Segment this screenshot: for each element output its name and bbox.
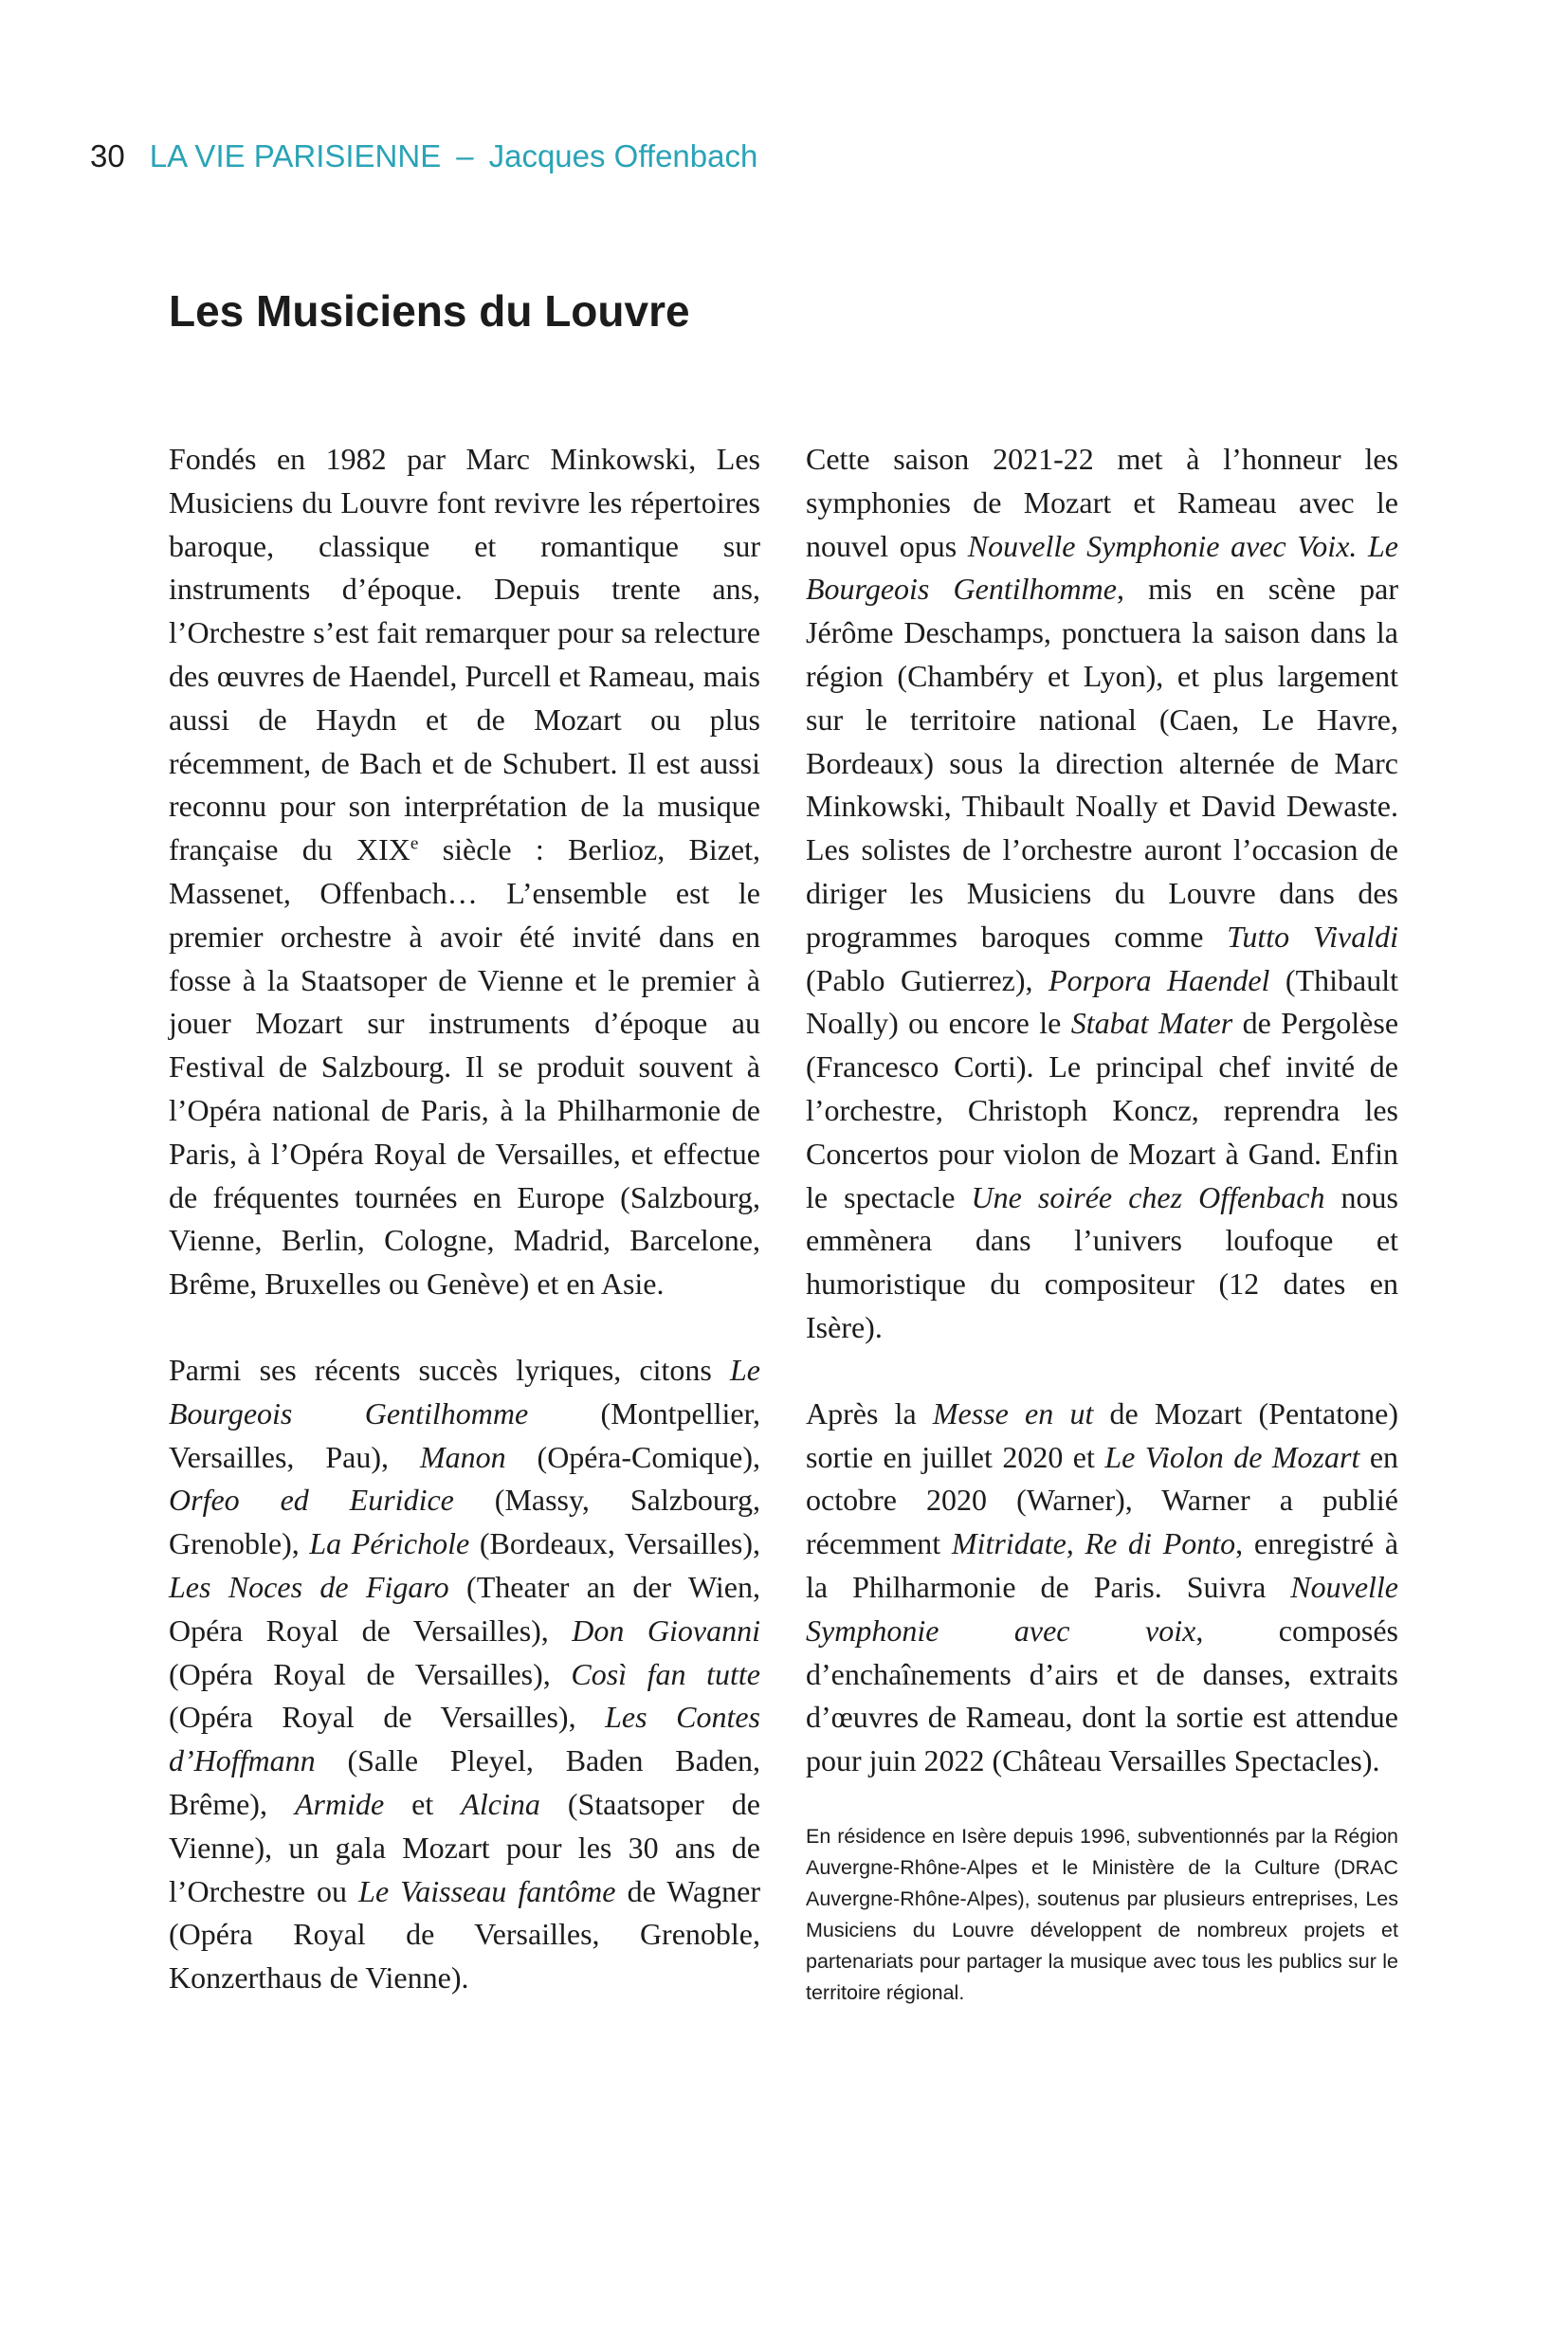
superscript-text: e (410, 833, 419, 854)
text-run: en octobre 2020 (Warner), Warner a publié récemment (806, 1439, 1399, 1561)
italic-title: Armide (294, 1786, 385, 1821)
text-run: siècle : Berlioz, Bizet, Massenet, Offenbach… L’ensemble est le premier orchestre à avoir été invité dans en fosse à la Staatsoper de Vienne et le premier à jouer Mozart sur instruments d’époque au Festival de Salzbourg. Il se produit souvent à l’Opéra national de Paris, à la Philharmonie de Paris, à l’Opéra Royal de Versailles, et effectue de fréquentes tournées en Europe (Salzbourg, Vienne, Berlin, Cologne, Madrid, Barcelone, Brême, Bruxelles ou Genève) et en Asie. (169, 832, 761, 1302)
composer-name: Jacques Offenbach (488, 138, 758, 173)
text-run: (Bordeaux, Versailles), (469, 1526, 761, 1561)
italic-title: Une soirée chez Offenbach (971, 1179, 1325, 1214)
italic-title: Le Vaisseau fantôme (358, 1873, 616, 1908)
paragraph (169, 438, 760, 1306)
running-header (90, 137, 757, 175)
text-run: nous emmènera dans l’univers loufoque et humoristique du compositeur (12 dates en Isère). (806, 1179, 1399, 1344)
italic-title: Les Contes d’Hoffmann (169, 1700, 761, 1778)
text-run: de Mozart (Pentatone) sortie en juillet 2020 et (806, 1395, 1398, 1474)
text-run: (Opéra Royal de Versailles), (169, 1700, 606, 1735)
italic-title: Le Bourgeois Gentilhomme (169, 1352, 760, 1431)
text-run: , mis en scène par Jérôme Deschamps, ponctuera la saison dans la région (Chambéry et Lyon), et plus largement sur le territoire national (Caen, Le Havre, Bordeaux) sous la direction alternée de Marc Minkowski, Thibault Noally et David Dewaste. Les solistes de l’orchestre auront l’occasion de diriger les Musiciens du Louvre dans des programmes baroques comme (806, 572, 1399, 954)
text-run: , enregistré à la Philharmonie de Paris. Suivra (806, 1526, 1399, 1604)
italic-title: Così fan tutte (571, 1656, 761, 1691)
text-run: de Wagner (Opéra Royal de Versailles, Grenoble, Konzerthaus de Vienne). (169, 1873, 760, 1996)
italic-title: Don Giovanni (572, 1613, 760, 1648)
italic-title: Messe en ut (932, 1395, 1094, 1431)
article-title: Les Musiciens du Louvre (169, 286, 690, 336)
paragraph (806, 438, 1398, 1350)
paragraph (169, 1349, 760, 2000)
text-run: Après la (806, 1395, 933, 1431)
residence-note: En résidence en Isère depuis 1996, subventionnés par la Région Auvergne-Rhône-Alpes et le Ministère de la Culture (DRAC Auvergne-Rhône-Alpes), soutenus par plusieurs entreprises, Les Musiciens du Louvre développent de nombreux projets et partenariats pour partager la musique avec tous les publics sur le territoire régional. (806, 1824, 1398, 2004)
text-run: (Theater an der Wien, Opéra Royal de Versailles), (169, 1569, 761, 1648)
text-run: (Staatsoper de Vienne), un gala Mozart pour les 30 ans de l’Orchestre ou (169, 1786, 761, 1908)
italic-title: Orfeo ed Euridice (169, 1483, 454, 1518)
header-separator: – (456, 138, 474, 173)
italic-title: Porpora Haendel (1048, 962, 1270, 997)
text-run: et (384, 1786, 462, 1821)
italic-title: Le Violon de Mozart (1104, 1439, 1360, 1474)
right-column (806, 438, 1398, 2009)
text-run: Cette saison 2021-22 met à l’honneur les symphonies de Mozart et Rameau avec le nouvel opus (806, 442, 1398, 563)
text-run: (Pablo Gutierrez), (806, 962, 1049, 997)
section-title: LA VIE PARISIENNE (149, 138, 442, 173)
italic-title: Manon (419, 1439, 506, 1474)
text-run: (Montpellier, Versailles, Pau), (169, 1395, 760, 1474)
italic-title: Nouvelle Symphonie avec Voix. Le Bourgeois Gentilhomme (806, 528, 1398, 607)
paragraph (806, 1393, 1398, 1783)
italic-title: Alcina (461, 1786, 540, 1821)
italic-title: Stabat Mater (1070, 1006, 1233, 1041)
text-run: Parmi ses récents succès lyriques, citons (169, 1352, 730, 1387)
text-run: (Salle Pleyel, Baden Baden, Brême), (169, 1743, 760, 1821)
text-run: Fondés en 1982 par Marc Minkowski, Les Musiciens du Louvre font revivre les répertoires baroque, classique et romantique sur instruments d’époque. Depuis trente ans, l’Orchestre s’est fait remarquer pour sa relecture des œuvres de Haendel, Purcell et Rameau, mais aussi de Haydn et de Mozart ou plus récemment, de Bach et de Schubert. Il est aussi reconnu pour son interprétation de la musique française du XIX (169, 442, 760, 867)
text-run: (Massy, Salzbourg, Grenoble), (169, 1483, 761, 1561)
italic-title: Nouvelle Symphonie avec voix (806, 1569, 1398, 1648)
italic-title: La Périchole (309, 1526, 470, 1561)
left-column (169, 438, 760, 2000)
text-run: (Opéra Royal de Versailles), (169, 1656, 572, 1691)
page-number: 30 (90, 138, 125, 173)
text-run: , composés d’enchaînements d’airs et de danses, extraits d’œuvres de Rameau, dont la sortie est attendue pour juin 2022 (Château Versailles Spectacles). (806, 1613, 1399, 1778)
italic-title: Les Noces de Figaro (169, 1569, 449, 1604)
italic-title: Tutto Vivaldi (1227, 919, 1399, 954)
text-run: (Thibault Noally) ou encore le (806, 962, 1399, 1041)
italic-title: Mitridate, Re di Ponto (951, 1526, 1236, 1561)
text-run: (Opéra-Comique), (505, 1439, 760, 1474)
text-run: de Pergolèse (Francesco Corti). Le principal chef invité de l’orchestre, Christoph Koncz, reprendra les Concertos pour violon de Mozart à Gand. Enfin le spectacle (806, 1006, 1399, 1214)
